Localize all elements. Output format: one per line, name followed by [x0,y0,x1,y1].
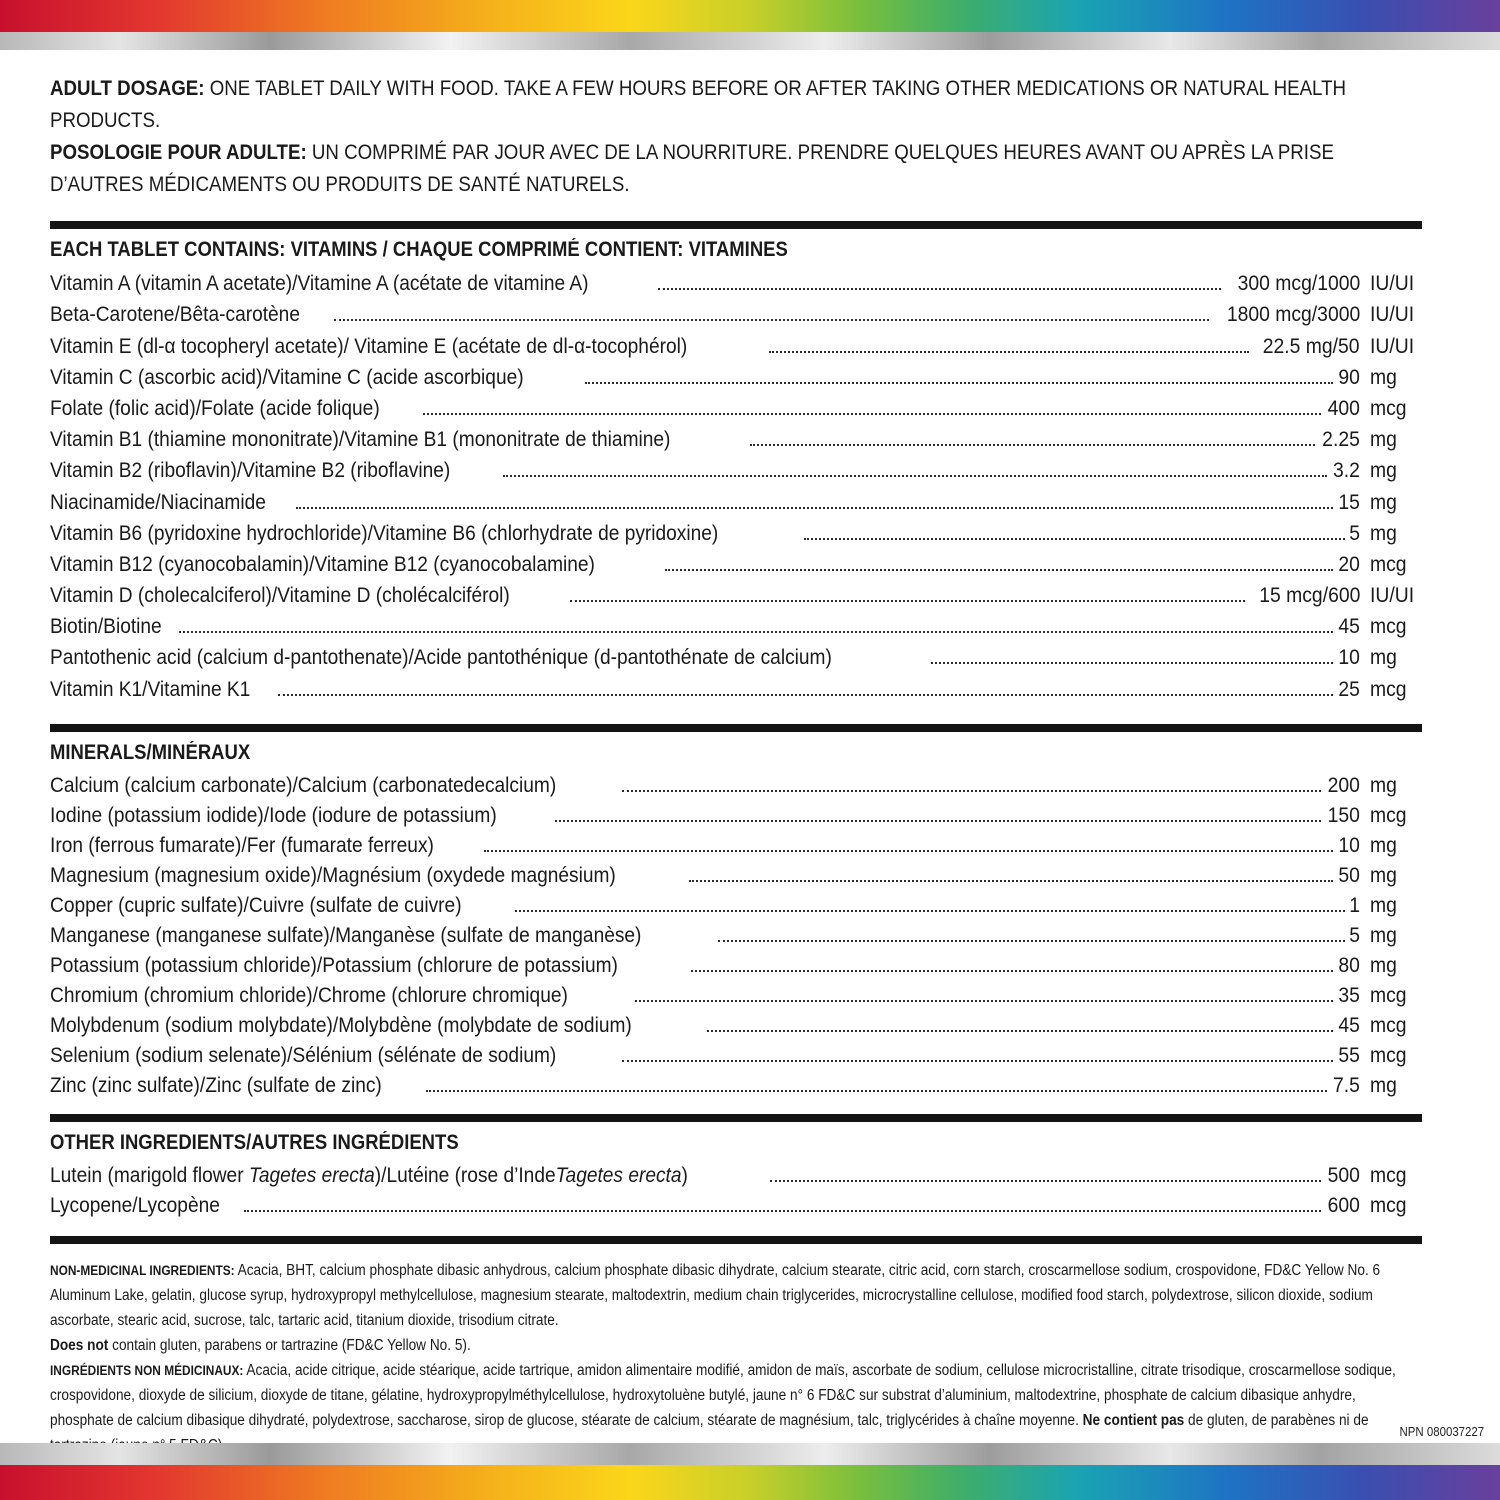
dot-leader [658,288,1221,290]
ingredient-unit: mg [1370,1072,1397,1097]
ingredient-amount: 55 [1338,1042,1360,1067]
dot-leader [622,790,1321,792]
ingredient-row [50,1068,1422,1098]
ingredient-name: Pantothenic acid (calcium d-pantothenate)/Acide pantothénique (d-pantothénate de calcium) [50,645,832,670]
non-medicinal-fr-label: INGRÉDIENTS NON MÉDICINAUX: [50,1362,244,1378]
dot-leader [244,1210,1321,1212]
ingredient-amount: 7.5 [1333,1072,1360,1097]
dosage-fr-text: UN COMPRIMÉ PAR JOUR AVEC DE LA NOURRITURE. PRENDRE QUELQUES HEURES AVANT OU APRÈS LA PRISE D’AUTRES MÉDICAMENTS OU PRODUITS DE SANTÉ NATURELS. [50,140,1334,196]
ingredient-unit: mcg [1370,1192,1407,1217]
dot-leader [570,600,1245,602]
ingredient-row [50,639,1422,670]
bottom-rainbow-band [0,1465,1500,1500]
ingredient-amount: 600 [1327,1192,1360,1217]
dot-leader [585,382,1333,384]
dot-leader [770,1180,1321,1182]
dot-leader [718,940,1346,942]
ingredient-unit: mg [1370,832,1397,857]
dot-leader [555,820,1321,822]
ingredient-amount: 5 [1349,520,1360,545]
section-divider [50,221,1422,229]
ingredient-name: Vitamin K1/Vitamine K1 [50,676,251,701]
ingredient-unit: mcg [1370,802,1407,827]
dosage-en [50,72,1425,136]
ingredient-unit: mg [1370,862,1397,887]
does-not-contain-en [50,1333,1423,1358]
dot-leader [635,1000,1333,1002]
dosage-en-label: ADULT DOSAGE: [50,76,205,100]
ingredient-amount: 35 [1338,982,1360,1007]
does-not-text: contain gluten, parabens or tartrazine (FD&C Yellow No. 5). [108,1336,471,1354]
ingredient-name: Lutein (marigold flower Tagetes erecta)/Lutéine (rose d’IndeTagetes erecta) [50,1162,688,1187]
ingredient-name: Vitamin B6 (pyridoxine hydrochloride)/Vitamine B6 (chlorhydrate de pyridoxine) [50,520,719,545]
ingredient-unit: mcg [1370,1162,1407,1187]
non-medicinal-en [50,1258,1423,1333]
vitamins-heading: EACH TABLET CONTAINS: VITAMINS / CHAQUE COMPRIMÉ CONTIENT: VITAMINES [50,238,788,261]
ingredient-row [50,452,1422,483]
ingredient-unit: mcg [1370,1012,1407,1037]
vitamins-list [50,265,1422,702]
ingredient-unit: mg [1370,364,1397,389]
ingredient-unit: mg [1370,520,1397,545]
ingredient-row [50,359,1422,390]
ingredient-row [50,978,1422,1008]
ingredient-row [50,798,1422,828]
ingredient-unit: mcg [1370,614,1407,639]
ingredient-name: Lycopene/Lycopène [50,1192,220,1217]
ingredient-row [50,670,1422,701]
dot-leader [769,351,1249,353]
ingredient-amount: 1800 mcg/3000 [1226,302,1360,327]
ingredient-row [50,296,1422,327]
ingredient-unit: mcg [1370,676,1407,701]
ingredient-row [50,577,1422,608]
ingredient-row [50,1038,1422,1068]
ingredient-name: Chromium (chromium chloride)/Chrome (chlorure chromique) [50,982,568,1007]
ingredient-row [50,265,1422,296]
section-divider [50,1236,1422,1244]
ingredient-amount: 45 [1338,1012,1360,1037]
ingredient-name: Selenium (sodium selenate)/Sélénium (sélénate de sodium) [50,1042,557,1067]
ingredient-unit: mg [1370,952,1397,977]
dot-leader [691,970,1333,972]
ingredient-name: Vitamin B2 (riboflavin)/Vitamine B2 (riboflavine) [50,458,451,483]
ingredient-unit: mcg [1370,1042,1407,1067]
ingredient-amount: 15 [1338,489,1360,514]
ingredient-amount: 5 [1349,922,1360,947]
ingredient-unit: mg [1370,772,1397,797]
non-medicinal-en-text: Acacia, BHT, calcium phosphate dibasic anhydrous, calcium phosphate dibasic dihydrate, calcium stearate, citric acid, corn starch, croscarmellose sodium, crospovidone, FD&C Yellow No. 6 Aluminum Lake, gelatin, glucose syrup, hydroxypropyl methylcellulose, magnesium stearate, maltodextrin, medium chain triglycerides, microcrystalline cellulose, modified food starch, polydextrose, silicon dioxide, sodium ascorbate, stearic acid, sucrose, talc, tartaric acid, titanium dioxide, trisodium citrate. [50,1261,1381,1329]
ingredient-name: Calcium (calcium carbonate)/Calcium (carbonatedecalcium) [50,772,557,797]
ingredient-name: Potassium (potassium chloride)/Potassium (chlorure de potassium) [50,952,618,977]
ingredient-unit: IU/UI [1370,583,1415,608]
ingredient-amount: 80 [1338,952,1360,977]
ingredient-name: Vitamin E (dl-α tocopheryl acetate)/ Vitamine E (acétate de dl-α-tocophérol) [50,333,688,358]
non-medicinal-fr-text: Acacia, acide citrique, acide stéarique, acide tartrique, amidon alimentaire modifié, amidon de maïs, ascorbate de sodium, cellulose microcristalline, citrate trisodique, croscarmellose sodique, crospovidone, dioxyde de silicium, dioxyde de titane, gélatine, hydroxypropylméthylcellulose, hydroxytoluène butylé, jaune n° 6 FD&C sur substrat d’aluminium, maltodextrine, phosphate de calcium dibasique anhydre, phosphate de calcium dibasique dihydraté, polydextrose, saccharose, sirop de glucose, stéarate de calcium, stéarate de magnésium, talc, triglycérides à chaîne moyenne. [50,1361,1396,1429]
ingredient-name: Zinc (zinc sulfate)/Zinc (sulfate de zinc) [50,1072,382,1097]
ingredient-row [50,828,1422,858]
ingredient-name: Magnesium (magnesium oxide)/Magnésium (oxydede magnésium) [50,862,616,887]
ingredient-amount: 15 mcg/600 [1258,583,1360,608]
ingredient-name: Vitamin B1 (thiamine mononitrate)/Vitamine B1 (mononitrate de thiamine) [50,427,671,452]
dot-leader [484,850,1333,852]
dot-leader [278,694,1333,696]
dosage-fr-label: POSOLOGIE POUR ADULTE: [50,140,307,164]
ingredient-row [50,1158,1422,1188]
ingredient-name: Manganese (manganese sulfate)/Manganèse (sulfate de manganèse) [50,922,642,947]
ingredient-row [50,918,1422,948]
ingredient-name: Vitamin D (cholecalciferol)/Vitamine D (cholécalciférol) [50,583,510,608]
section-divider [50,1114,1422,1122]
ingredient-unit: mg [1370,427,1397,452]
ingredient-row [50,546,1422,577]
ingredient-amount: 25 [1338,676,1360,701]
ingredient-row [50,1008,1422,1038]
other-heading: OTHER INGREDIENTS/AUTRES INGRÉDIENTS [50,1130,459,1154]
ingredient-amount: 400 [1327,395,1360,420]
ingredient-row [50,858,1422,888]
ingredient-amount: 1 [1349,892,1360,917]
ingredient-row [50,390,1422,421]
dot-leader [931,662,1333,664]
non-medicinal-en-label: NON-MEDICINAL INGREDIENTS: [50,1262,235,1278]
ingredient-amount: 22.5 mg/50 [1263,333,1360,358]
dot-leader [426,1090,1327,1092]
dot-leader [750,444,1315,446]
dot-leader [804,538,1345,540]
ingredient-amount: 200 [1327,772,1360,797]
ingredient-name: Beta-Carotene/Bêta-carotène [50,302,300,327]
ingredient-amount: 45 [1338,614,1360,639]
ingredient-amount: 3.2 [1333,458,1360,483]
ingredient-amount: 300 mcg/1000 [1237,271,1360,296]
ingredient-name: Molybdenum (sodium molybdate)/Molybdène (molybdate de sodium) [50,1012,632,1037]
ingredient-unit: IU/UI [1370,302,1415,327]
ingredient-name: Iodine (potassium iodide)/Iode (iodure de potassium) [50,802,497,827]
ingredient-row [50,421,1422,452]
ingredient-name: Vitamin B12 (cyanocobalamin)/Vitamine B12 (cyanocobalamine) [50,551,595,576]
ingredient-row [50,515,1422,546]
dot-leader [334,319,1209,321]
non-medicinal-ingredients [50,1258,1423,1458]
ingredient-unit: mg [1370,458,1397,483]
dot-leader [689,880,1333,882]
ingredient-amount: 90 [1338,364,1360,389]
dot-leader [515,910,1345,912]
top-rainbow-band [0,0,1500,32]
npn-number: NPN 080037227 [1399,1424,1484,1439]
ingredient-name: Biotin/Biotine [50,614,162,639]
ingredient-amount: 50 [1338,862,1360,887]
ingredient-row [50,888,1422,918]
dot-leader [622,1060,1333,1062]
ingredient-unit: mg [1370,645,1397,670]
dosage-fr [50,136,1425,200]
ne-contient-pas-text: de gluten, de parabènes ni de [1188,1411,1369,1429]
ingredient-amount: 10 [1338,645,1360,670]
section-divider [50,724,1422,732]
ingredient-row [50,608,1422,639]
ingredient-amount: 20 [1338,551,1360,576]
ingredient-unit: IU/UI [1370,333,1415,358]
does-not-label: Does not [50,1336,109,1354]
dot-leader [296,507,1333,509]
ingredient-row [50,483,1422,514]
ingredient-unit: mcg [1370,551,1407,576]
dosage-en-text: ONE TABLET DAILY WITH FOOD. TAKE A FEW HOURS BEFORE OR AFTER TAKING OTHER MEDICATIONS OR NATURAL HEALTH PRODUCTS. [50,76,1347,132]
ingredient-amount: 2.25 [1322,427,1360,452]
ingredient-name: Copper (cupric sulfate)/Cuivre (sulfate de cuivre) [50,892,462,917]
minerals-heading: MINERALS/MINÉRAUX [50,740,251,764]
ingredient-row [50,327,1422,358]
minerals-list [50,768,1422,1098]
ingredient-unit: mcg [1370,982,1407,1007]
ingredient-name: Vitamin A (vitamin A acetate)/Vitamine A (acétate de vitamine A) [50,271,589,296]
ingredient-unit: IU/UI [1370,271,1415,296]
ingredient-row [50,948,1422,978]
dot-leader [179,631,1334,633]
ingredient-amount: 500 [1327,1162,1360,1187]
label-content [50,72,1422,1458]
dot-leader [423,413,1321,415]
ingredient-row [50,1188,1422,1218]
dot-leader [707,1030,1333,1032]
ingredient-row [50,768,1422,798]
dot-leader [665,569,1333,571]
ingredient-amount: 150 [1327,802,1360,827]
ingredient-unit: mcg [1370,395,1407,420]
ne-contient-pas-label: Ne contient pas [1082,1411,1185,1429]
ingredient-amount: 10 [1338,832,1360,857]
ingredient-unit: mg [1370,892,1397,917]
other-list [50,1158,1422,1218]
ingredient-unit: mg [1370,489,1397,514]
dot-leader [503,475,1327,477]
top-silver-band [0,32,1500,50]
bottom-silver-band [0,1443,1500,1465]
ingredient-name: Niacinamide/Niacinamide [50,489,266,514]
dosage-instructions [50,72,1425,200]
ingredient-unit: mg [1370,922,1397,947]
ingredient-name: Iron (ferrous fumarate)/Fer (fumarate ferreux) [50,832,434,857]
ingredient-name: Vitamin C (ascorbic acid)/Vitamine C (acide ascorbique) [50,364,524,389]
ingredient-name: Folate (folic acid)/Folate (acide folique) [50,395,380,420]
